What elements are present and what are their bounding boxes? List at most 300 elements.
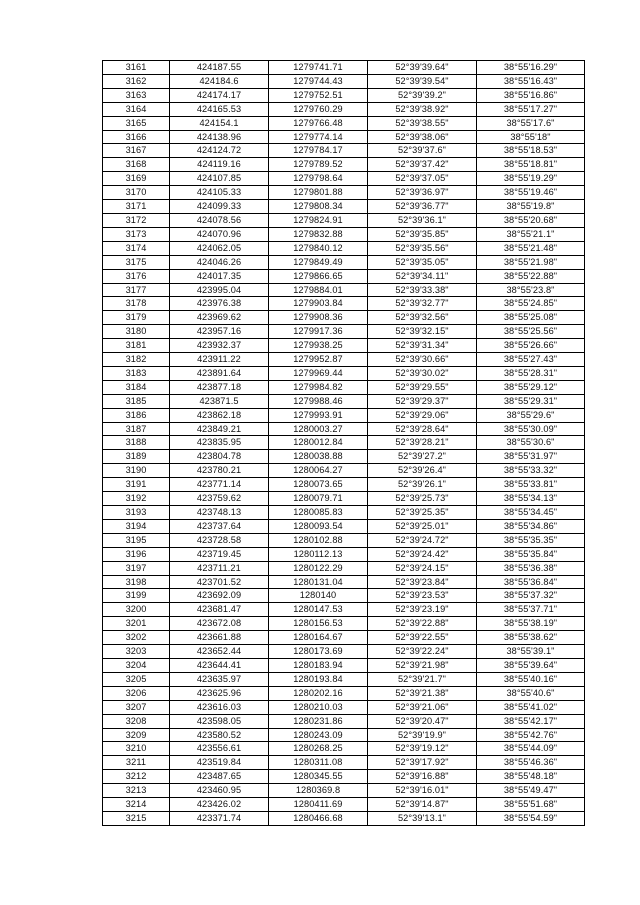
y-coordinate-cell: 1279789.52 bbox=[269, 158, 368, 172]
point-number-cell: 3179 bbox=[103, 311, 170, 325]
longitude-cell: 38°55'34.13" bbox=[477, 492, 585, 506]
latitude-cell: 52°39'29.37" bbox=[368, 394, 477, 408]
x-coordinate-cell: 423487.65 bbox=[170, 770, 269, 784]
longitude-cell: 38°55'34.45" bbox=[477, 506, 585, 520]
longitude-cell: 38°55'51.68" bbox=[477, 798, 585, 812]
y-coordinate-cell: 1279849.49 bbox=[269, 255, 368, 269]
latitude-cell: 52°39'16.88" bbox=[368, 770, 477, 784]
latitude-cell: 52°39'36.77" bbox=[368, 200, 477, 214]
latitude-cell: 52°39'24.42" bbox=[368, 547, 477, 561]
longitude-cell: 38°55'22.88" bbox=[477, 269, 585, 283]
table-row bbox=[103, 116, 585, 130]
table-row bbox=[103, 450, 585, 464]
table-row bbox=[103, 255, 585, 269]
longitude-cell: 38°55'19.29" bbox=[477, 172, 585, 186]
y-coordinate-cell: 1279840.12 bbox=[269, 241, 368, 255]
table-row bbox=[103, 798, 585, 812]
longitude-cell: 38°55'16.86" bbox=[477, 88, 585, 102]
point-number-cell: 3177 bbox=[103, 283, 170, 297]
x-coordinate-cell: 424124.72 bbox=[170, 144, 269, 158]
latitude-cell: 52°39'23.84" bbox=[368, 575, 477, 589]
table-row bbox=[103, 172, 585, 186]
longitude-cell: 38°55'39.1" bbox=[477, 645, 585, 659]
latitude-cell: 52°39'37.42" bbox=[368, 158, 477, 172]
table-row bbox=[103, 130, 585, 144]
table-row bbox=[103, 283, 585, 297]
x-coordinate-cell: 424062.05 bbox=[170, 241, 269, 255]
x-coordinate-cell: 423426.02 bbox=[170, 798, 269, 812]
point-number-cell: 3185 bbox=[103, 394, 170, 408]
longitude-cell: 38°55'17.27" bbox=[477, 102, 585, 116]
y-coordinate-cell: 1279903.84 bbox=[269, 297, 368, 311]
point-number-cell: 3206 bbox=[103, 686, 170, 700]
latitude-cell: 52°39'38.92" bbox=[368, 102, 477, 116]
y-coordinate-cell: 1279908.36 bbox=[269, 311, 368, 325]
point-number-cell: 3189 bbox=[103, 450, 170, 464]
table-row bbox=[103, 617, 585, 631]
point-number-cell: 3201 bbox=[103, 617, 170, 631]
point-number-cell: 3196 bbox=[103, 547, 170, 561]
x-coordinate-cell: 423877.18 bbox=[170, 380, 269, 394]
longitude-cell: 38°55'46.36" bbox=[477, 756, 585, 770]
y-coordinate-cell: 1279984.82 bbox=[269, 380, 368, 394]
x-coordinate-cell: 423911.22 bbox=[170, 353, 269, 367]
point-number-cell: 3194 bbox=[103, 519, 170, 533]
latitude-cell: 52°39'30.02" bbox=[368, 366, 477, 380]
y-coordinate-cell: 1280345.55 bbox=[269, 770, 368, 784]
longitude-cell: 38°55'33.32" bbox=[477, 464, 585, 478]
latitude-cell: 52°39'28.64" bbox=[368, 422, 477, 436]
table-row bbox=[103, 742, 585, 756]
latitude-cell: 52°39'23.53" bbox=[368, 589, 477, 603]
x-coordinate-cell: 423635.97 bbox=[170, 672, 269, 686]
y-coordinate-cell: 1280411.69 bbox=[269, 798, 368, 812]
latitude-cell: 52°39'25.73" bbox=[368, 492, 477, 506]
point-number-cell: 3162 bbox=[103, 74, 170, 88]
point-number-cell: 3193 bbox=[103, 506, 170, 520]
y-coordinate-cell: 1280231.86 bbox=[269, 714, 368, 728]
x-coordinate-cell: 423862.18 bbox=[170, 408, 269, 422]
table-row bbox=[103, 547, 585, 561]
x-coordinate-cell: 424184.6 bbox=[170, 74, 269, 88]
point-number-cell: 3165 bbox=[103, 116, 170, 130]
y-coordinate-cell: 1280064.27 bbox=[269, 464, 368, 478]
point-number-cell: 3176 bbox=[103, 269, 170, 283]
x-coordinate-cell: 424078.56 bbox=[170, 213, 269, 227]
latitude-cell: 52°39'32.77" bbox=[368, 297, 477, 311]
y-coordinate-cell: 1280140 bbox=[269, 589, 368, 603]
longitude-cell: 38°55'29.12" bbox=[477, 380, 585, 394]
y-coordinate-cell: 1279752.51 bbox=[269, 88, 368, 102]
y-coordinate-cell: 1279938.25 bbox=[269, 339, 368, 353]
latitude-cell: 52°39'19.9" bbox=[368, 728, 477, 742]
longitude-cell: 38°55'25.08" bbox=[477, 311, 585, 325]
x-coordinate-cell: 423672.08 bbox=[170, 617, 269, 631]
latitude-cell: 52°39'26.4" bbox=[368, 464, 477, 478]
longitude-cell: 38°55'31.97" bbox=[477, 450, 585, 464]
longitude-cell: 38°55'30.6" bbox=[477, 436, 585, 450]
x-coordinate-cell: 424107.85 bbox=[170, 172, 269, 186]
longitude-cell: 38°55'29.31" bbox=[477, 394, 585, 408]
point-number-cell: 3207 bbox=[103, 700, 170, 714]
longitude-cell: 38°55'18" bbox=[477, 130, 585, 144]
y-coordinate-cell: 1279744.43 bbox=[269, 74, 368, 88]
latitude-cell: 52°39'29.55" bbox=[368, 380, 477, 394]
y-coordinate-cell: 1280369.8 bbox=[269, 784, 368, 798]
x-coordinate-cell: 423771.14 bbox=[170, 478, 269, 492]
x-coordinate-cell: 423644.41 bbox=[170, 658, 269, 672]
x-coordinate-cell: 423804.78 bbox=[170, 450, 269, 464]
longitude-cell: 38°55'16.29" bbox=[477, 61, 585, 75]
table-row bbox=[103, 686, 585, 700]
longitude-cell: 38°55'37.71" bbox=[477, 603, 585, 617]
latitude-cell: 52°39'39.2" bbox=[368, 88, 477, 102]
y-coordinate-cell: 1280079.71 bbox=[269, 492, 368, 506]
x-coordinate-cell: 423759.62 bbox=[170, 492, 269, 506]
y-coordinate-cell: 1280093.54 bbox=[269, 519, 368, 533]
table-row bbox=[103, 603, 585, 617]
x-coordinate-cell: 423737.64 bbox=[170, 519, 269, 533]
latitude-cell: 52°39'14.87" bbox=[368, 798, 477, 812]
latitude-cell: 52°39'22.24" bbox=[368, 645, 477, 659]
latitude-cell: 52°39'25.01" bbox=[368, 519, 477, 533]
longitude-cell: 38°55'33.81" bbox=[477, 478, 585, 492]
table-row bbox=[103, 102, 585, 116]
latitude-cell: 52°39'23.19" bbox=[368, 603, 477, 617]
point-number-cell: 3167 bbox=[103, 144, 170, 158]
longitude-cell: 38°55'36.84" bbox=[477, 575, 585, 589]
x-coordinate-cell: 424119.16 bbox=[170, 158, 269, 172]
table-row bbox=[103, 575, 585, 589]
point-number-cell: 3182 bbox=[103, 353, 170, 367]
x-coordinate-cell: 424187.55 bbox=[170, 61, 269, 75]
table-row bbox=[103, 61, 585, 75]
point-number-cell: 3195 bbox=[103, 533, 170, 547]
y-coordinate-cell: 1280102.88 bbox=[269, 533, 368, 547]
latitude-cell: 52°39'20.47" bbox=[368, 714, 477, 728]
latitude-cell: 52°39'21.38" bbox=[368, 686, 477, 700]
point-number-cell: 3214 bbox=[103, 798, 170, 812]
point-number-cell: 3192 bbox=[103, 492, 170, 506]
point-number-cell: 3183 bbox=[103, 366, 170, 380]
y-coordinate-cell: 1279988.46 bbox=[269, 394, 368, 408]
latitude-cell: 52°39'13.1" bbox=[368, 811, 477, 825]
x-coordinate-cell: 423969.62 bbox=[170, 311, 269, 325]
latitude-cell: 52°39'36.97" bbox=[368, 186, 477, 200]
latitude-cell: 52°39'28.21" bbox=[368, 436, 477, 450]
latitude-cell: 52°39'33.38" bbox=[368, 283, 477, 297]
y-coordinate-cell: 1280112.13 bbox=[269, 547, 368, 561]
table-row bbox=[103, 297, 585, 311]
latitude-cell: 52°39'39.64" bbox=[368, 61, 477, 75]
x-coordinate-cell: 423460.95 bbox=[170, 784, 269, 798]
x-coordinate-cell: 424105.33 bbox=[170, 186, 269, 200]
latitude-cell: 52°39'34.11" bbox=[368, 269, 477, 283]
longitude-cell: 38°55'28.31" bbox=[477, 366, 585, 380]
latitude-cell: 52°39'27.2" bbox=[368, 450, 477, 464]
x-coordinate-cell: 423835.95 bbox=[170, 436, 269, 450]
y-coordinate-cell: 1279798.64 bbox=[269, 172, 368, 186]
table-row bbox=[103, 325, 585, 339]
y-coordinate-cell: 1279784.17 bbox=[269, 144, 368, 158]
y-coordinate-cell: 1279952.87 bbox=[269, 353, 368, 367]
table-row bbox=[103, 492, 585, 506]
point-number-cell: 3211 bbox=[103, 756, 170, 770]
point-number-cell: 3215 bbox=[103, 811, 170, 825]
coordinates-table-body bbox=[103, 61, 585, 826]
latitude-cell: 52°39'38.06" bbox=[368, 130, 477, 144]
latitude-cell: 52°39'24.72" bbox=[368, 533, 477, 547]
x-coordinate-cell: 423598.05 bbox=[170, 714, 269, 728]
y-coordinate-cell: 1279832.88 bbox=[269, 227, 368, 241]
table-row bbox=[103, 784, 585, 798]
point-number-cell: 3175 bbox=[103, 255, 170, 269]
x-coordinate-cell: 424046.26 bbox=[170, 255, 269, 269]
table-row bbox=[103, 353, 585, 367]
table-row bbox=[103, 811, 585, 825]
x-coordinate-cell: 423625.96 bbox=[170, 686, 269, 700]
table-row bbox=[103, 241, 585, 255]
point-number-cell: 3188 bbox=[103, 436, 170, 450]
longitude-cell: 38°55'54.59" bbox=[477, 811, 585, 825]
y-coordinate-cell: 1280003.27 bbox=[269, 422, 368, 436]
latitude-cell: 52°39'35.85" bbox=[368, 227, 477, 241]
x-coordinate-cell: 423719.45 bbox=[170, 547, 269, 561]
y-coordinate-cell: 1280164.67 bbox=[269, 631, 368, 645]
table-row bbox=[103, 227, 585, 241]
longitude-cell: 38°55'30.09" bbox=[477, 422, 585, 436]
coordinates-table bbox=[102, 60, 585, 826]
point-number-cell: 3187 bbox=[103, 422, 170, 436]
latitude-cell: 52°39'32.15" bbox=[368, 325, 477, 339]
x-coordinate-cell: 423871.5 bbox=[170, 394, 269, 408]
longitude-cell: 38°55'20.68" bbox=[477, 213, 585, 227]
longitude-cell: 38°55'42.17" bbox=[477, 714, 585, 728]
latitude-cell: 52°39'25.35" bbox=[368, 506, 477, 520]
x-coordinate-cell: 423652.44 bbox=[170, 645, 269, 659]
latitude-cell: 52°39'22.55" bbox=[368, 631, 477, 645]
x-coordinate-cell: 423616.03 bbox=[170, 700, 269, 714]
longitude-cell: 38°55'27.43" bbox=[477, 353, 585, 367]
y-coordinate-cell: 1279741.71 bbox=[269, 61, 368, 75]
x-coordinate-cell: 423681.47 bbox=[170, 603, 269, 617]
y-coordinate-cell: 1280311.08 bbox=[269, 756, 368, 770]
table-row bbox=[103, 519, 585, 533]
latitude-cell: 52°39'35.05" bbox=[368, 255, 477, 269]
point-number-cell: 3190 bbox=[103, 464, 170, 478]
latitude-cell: 52°39'19.12" bbox=[368, 742, 477, 756]
y-coordinate-cell: 1280243.09 bbox=[269, 728, 368, 742]
table-row bbox=[103, 714, 585, 728]
y-coordinate-cell: 1279774.14 bbox=[269, 130, 368, 144]
longitude-cell: 38°55'19.8" bbox=[477, 200, 585, 214]
point-number-cell: 3178 bbox=[103, 297, 170, 311]
latitude-cell: 52°39'21.7" bbox=[368, 672, 477, 686]
x-coordinate-cell: 423932.37 bbox=[170, 339, 269, 353]
table-row bbox=[103, 645, 585, 659]
latitude-cell: 52°39'36.1" bbox=[368, 213, 477, 227]
x-coordinate-cell: 423711.21 bbox=[170, 561, 269, 575]
latitude-cell: 52°39'21.06" bbox=[368, 700, 477, 714]
x-coordinate-cell: 423519.84 bbox=[170, 756, 269, 770]
longitude-cell: 38°55'36.38" bbox=[477, 561, 585, 575]
table-row bbox=[103, 366, 585, 380]
latitude-cell: 52°39'31.34" bbox=[368, 339, 477, 353]
y-coordinate-cell: 1280131.04 bbox=[269, 575, 368, 589]
point-number-cell: 3191 bbox=[103, 478, 170, 492]
longitude-cell: 38°55'21.1" bbox=[477, 227, 585, 241]
point-number-cell: 3203 bbox=[103, 645, 170, 659]
y-coordinate-cell: 1279969.44 bbox=[269, 366, 368, 380]
y-coordinate-cell: 1279993.91 bbox=[269, 408, 368, 422]
point-number-cell: 3169 bbox=[103, 172, 170, 186]
y-coordinate-cell: 1280173.69 bbox=[269, 645, 368, 659]
point-number-cell: 3202 bbox=[103, 631, 170, 645]
x-coordinate-cell: 423701.52 bbox=[170, 575, 269, 589]
point-number-cell: 3170 bbox=[103, 186, 170, 200]
table-row bbox=[103, 672, 585, 686]
point-number-cell: 3172 bbox=[103, 213, 170, 227]
table-row bbox=[103, 561, 585, 575]
y-coordinate-cell: 1280183.94 bbox=[269, 658, 368, 672]
point-number-cell: 3161 bbox=[103, 61, 170, 75]
table-row bbox=[103, 394, 585, 408]
x-coordinate-cell: 423748.13 bbox=[170, 506, 269, 520]
latitude-cell: 52°39'21.98" bbox=[368, 658, 477, 672]
point-number-cell: 3205 bbox=[103, 672, 170, 686]
latitude-cell: 52°39'22.88" bbox=[368, 617, 477, 631]
latitude-cell: 52°39'29.06" bbox=[368, 408, 477, 422]
latitude-cell: 52°39'17.92" bbox=[368, 756, 477, 770]
point-number-cell: 3173 bbox=[103, 227, 170, 241]
latitude-cell: 52°39'32.56" bbox=[368, 311, 477, 325]
y-coordinate-cell: 1279917.36 bbox=[269, 325, 368, 339]
table-row bbox=[103, 756, 585, 770]
table-row bbox=[103, 770, 585, 784]
longitude-cell: 38°55'21.98" bbox=[477, 255, 585, 269]
latitude-cell: 52°39'39.54" bbox=[368, 74, 477, 88]
x-coordinate-cell: 423891.64 bbox=[170, 366, 269, 380]
y-coordinate-cell: 1279808.34 bbox=[269, 200, 368, 214]
x-coordinate-cell: 423976.38 bbox=[170, 297, 269, 311]
longitude-cell: 38°55'38.62" bbox=[477, 631, 585, 645]
latitude-cell: 52°39'26.1" bbox=[368, 478, 477, 492]
point-number-cell: 3209 bbox=[103, 728, 170, 742]
document-page bbox=[102, 60, 584, 826]
table-row bbox=[103, 436, 585, 450]
table-row bbox=[103, 269, 585, 283]
table-row bbox=[103, 144, 585, 158]
longitude-cell: 38°55'48.18" bbox=[477, 770, 585, 784]
point-number-cell: 3213 bbox=[103, 784, 170, 798]
table-row bbox=[103, 658, 585, 672]
table-row bbox=[103, 422, 585, 436]
y-coordinate-cell: 1280012.84 bbox=[269, 436, 368, 450]
longitude-cell: 38°55'38.19" bbox=[477, 617, 585, 631]
longitude-cell: 38°55'34.86" bbox=[477, 519, 585, 533]
table-row bbox=[103, 533, 585, 547]
table-row bbox=[103, 700, 585, 714]
latitude-cell: 52°39'35.56" bbox=[368, 241, 477, 255]
y-coordinate-cell: 1279760.29 bbox=[269, 102, 368, 116]
x-coordinate-cell: 423780.21 bbox=[170, 464, 269, 478]
table-row bbox=[103, 589, 585, 603]
point-number-cell: 3168 bbox=[103, 158, 170, 172]
x-coordinate-cell: 424017.35 bbox=[170, 269, 269, 283]
longitude-cell: 38°55'23.8" bbox=[477, 283, 585, 297]
point-number-cell: 3184 bbox=[103, 380, 170, 394]
y-coordinate-cell: 1280193.84 bbox=[269, 672, 368, 686]
table-row bbox=[103, 213, 585, 227]
latitude-cell: 52°39'38.55" bbox=[368, 116, 477, 130]
table-row bbox=[103, 464, 585, 478]
y-coordinate-cell: 1280210.03 bbox=[269, 700, 368, 714]
y-coordinate-cell: 1279801.88 bbox=[269, 186, 368, 200]
latitude-cell: 52°39'24.15" bbox=[368, 561, 477, 575]
longitude-cell: 38°55'25.56" bbox=[477, 325, 585, 339]
latitude-cell: 52°39'37.05" bbox=[368, 172, 477, 186]
longitude-cell: 38°55'44.09" bbox=[477, 742, 585, 756]
y-coordinate-cell: 1280202.16 bbox=[269, 686, 368, 700]
point-number-cell: 3208 bbox=[103, 714, 170, 728]
point-number-cell: 3164 bbox=[103, 102, 170, 116]
x-coordinate-cell: 423661.88 bbox=[170, 631, 269, 645]
y-coordinate-cell: 1280038.88 bbox=[269, 450, 368, 464]
y-coordinate-cell: 1279884.01 bbox=[269, 283, 368, 297]
longitude-cell: 38°55'16.43" bbox=[477, 74, 585, 88]
longitude-cell: 38°55'29.6" bbox=[477, 408, 585, 422]
point-number-cell: 3198 bbox=[103, 575, 170, 589]
x-coordinate-cell: 423995.04 bbox=[170, 283, 269, 297]
y-coordinate-cell: 1280268.25 bbox=[269, 742, 368, 756]
point-number-cell: 3204 bbox=[103, 658, 170, 672]
x-coordinate-cell: 423728.58 bbox=[170, 533, 269, 547]
latitude-cell: 52°39'37.6" bbox=[368, 144, 477, 158]
y-coordinate-cell: 1280466.68 bbox=[269, 811, 368, 825]
longitude-cell: 38°55'39.64" bbox=[477, 658, 585, 672]
point-number-cell: 3212 bbox=[103, 770, 170, 784]
longitude-cell: 38°55'40.16" bbox=[477, 672, 585, 686]
point-number-cell: 3166 bbox=[103, 130, 170, 144]
longitude-cell: 38°55'26.66" bbox=[477, 339, 585, 353]
y-coordinate-cell: 1280073.65 bbox=[269, 478, 368, 492]
point-number-cell: 3174 bbox=[103, 241, 170, 255]
point-number-cell: 3171 bbox=[103, 200, 170, 214]
x-coordinate-cell: 424070.96 bbox=[170, 227, 269, 241]
table-row bbox=[103, 380, 585, 394]
x-coordinate-cell: 423580.52 bbox=[170, 728, 269, 742]
table-row bbox=[103, 186, 585, 200]
x-coordinate-cell: 424154.1 bbox=[170, 116, 269, 130]
table-row bbox=[103, 74, 585, 88]
table-row bbox=[103, 339, 585, 353]
x-coordinate-cell: 423849.21 bbox=[170, 422, 269, 436]
x-coordinate-cell: 423371.74 bbox=[170, 811, 269, 825]
point-number-cell: 3199 bbox=[103, 589, 170, 603]
longitude-cell: 38°55'40.6" bbox=[477, 686, 585, 700]
table-row bbox=[103, 158, 585, 172]
x-coordinate-cell: 424099.33 bbox=[170, 200, 269, 214]
table-row bbox=[103, 88, 585, 102]
point-number-cell: 3200 bbox=[103, 603, 170, 617]
table-row bbox=[103, 506, 585, 520]
point-number-cell: 3163 bbox=[103, 88, 170, 102]
longitude-cell: 38°55'24.85" bbox=[477, 297, 585, 311]
latitude-cell: 52°39'16.01" bbox=[368, 784, 477, 798]
y-coordinate-cell: 1280156.53 bbox=[269, 617, 368, 631]
table-row bbox=[103, 408, 585, 422]
y-coordinate-cell: 1279766.48 bbox=[269, 116, 368, 130]
